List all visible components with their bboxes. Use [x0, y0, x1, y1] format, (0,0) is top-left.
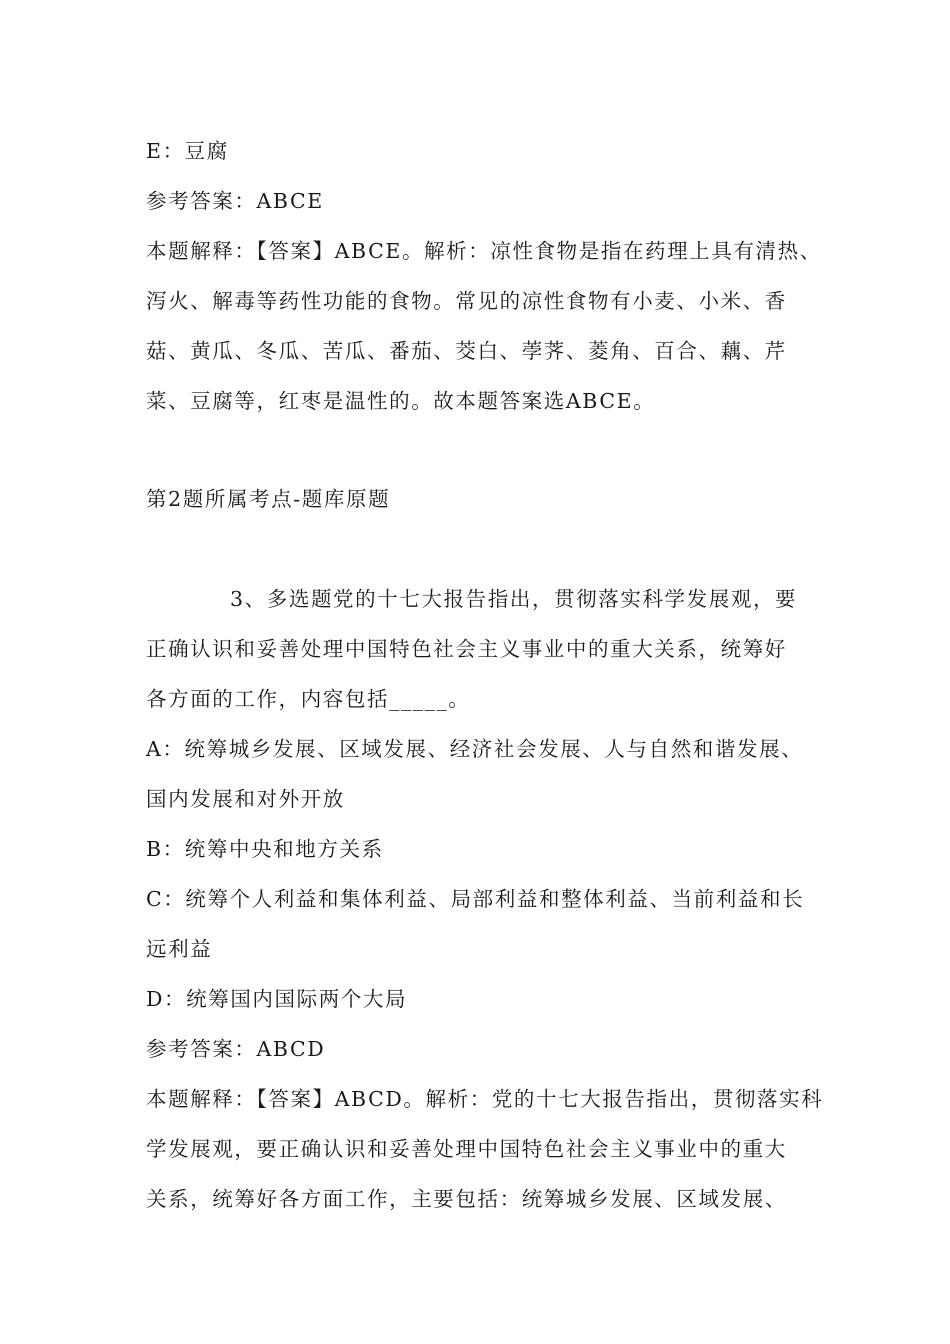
explanation-line: 泻火、解毒等药性功能的食物。常见的凉性食物有小麦、小米、香 [146, 289, 787, 313]
option-b: B：统筹中央和地方关系 [146, 837, 384, 861]
question-text: 正确认识和妥善处理中国特色社会主义事业中的重大关系，统筹好 [146, 637, 787, 661]
explanation-line: 关系，统筹好各方面工作，主要包括：统筹城乡发展、区域发展、 [146, 1187, 787, 1211]
explanation-line: 本题解释：【答案】ABCD。解析：党的十七大报告指出，贯彻落实科 [146, 1087, 824, 1111]
option-e: E：豆腐 [146, 139, 229, 163]
option-d: D：统筹国内国际两个大局 [146, 987, 408, 1011]
question-text: 各方面的工作，内容包括_____。 [146, 687, 471, 711]
option-c: C：统筹个人利益和集体利益、局部利益和整体利益、当前利益和长 [146, 887, 805, 911]
explanation-line: 本题解释：【答案】ABCE。解析：凉性食物是指在药理上具有清热、 [146, 239, 822, 263]
question-text: 3、多选题党的十七大报告指出，贯彻落实科学发展观，要 [230, 587, 798, 611]
topic-label: 第2题所属考点-题库原题 [146, 487, 391, 511]
explanation-line: 菇、黄瓜、冬瓜、苦瓜、番茄、茭白、荸荠、菱角、百合、藕、芹 [146, 339, 787, 363]
explanation-line: 学发展观，要正确认识和妥善处理中国特色社会主义事业中的重大 [146, 1137, 787, 1161]
explanation-line: 菜、豆腐等，红枣是温性的。故本题答案选ABCE。 [146, 389, 656, 413]
reference-answer: 参考答案：ABCD [146, 1037, 326, 1061]
option-a-cont: 国内发展和对外开放 [146, 787, 345, 811]
option-c-cont: 远利益 [146, 937, 213, 961]
reference-answer: 参考答案：ABCE [146, 189, 324, 213]
option-a: A：统筹城乡发展、区域发展、经济社会发展、人与自然和谐发展、 [146, 737, 804, 761]
